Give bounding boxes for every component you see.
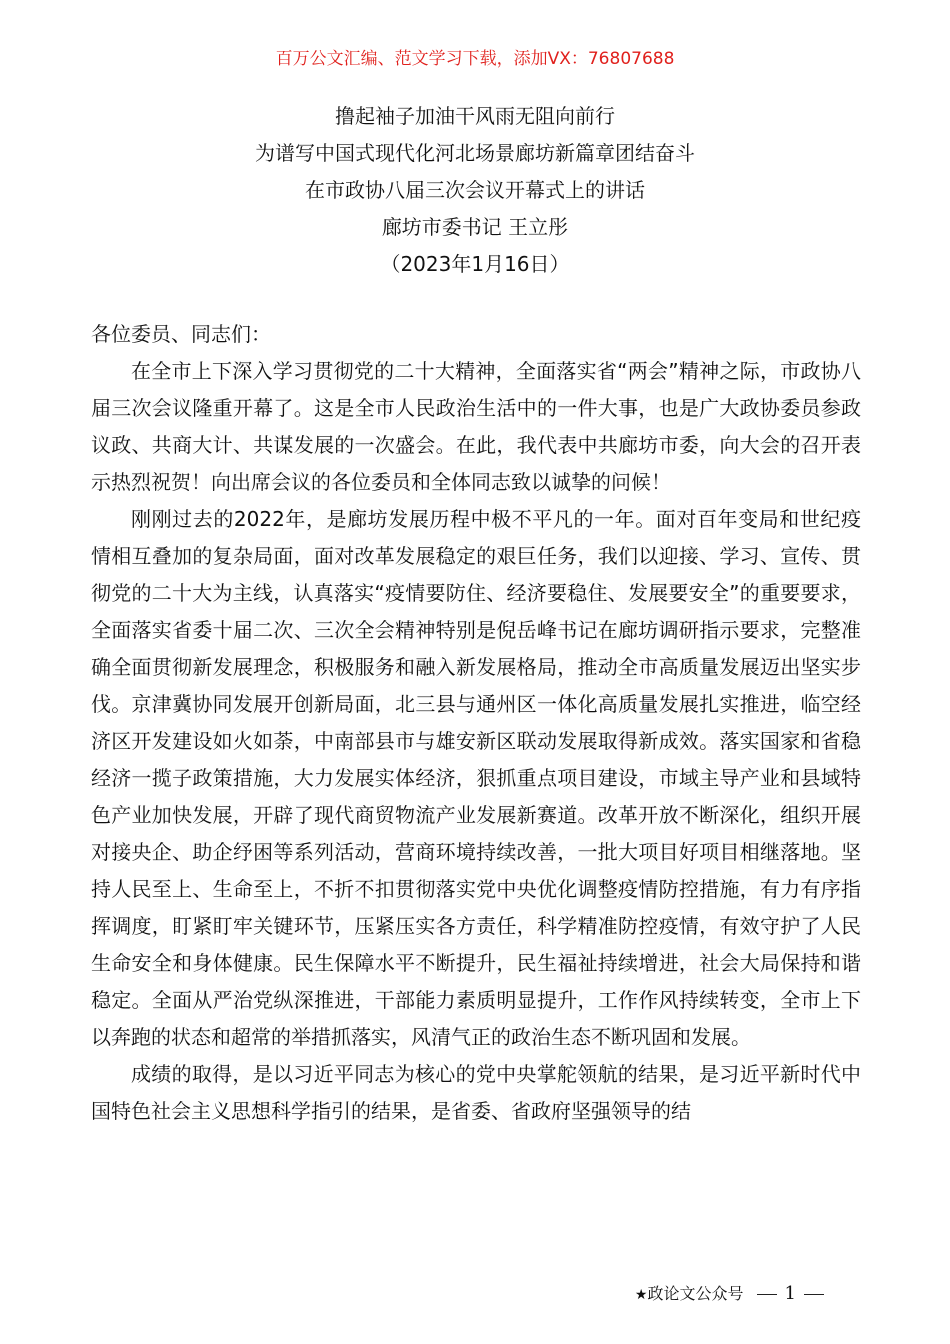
title-line-1: 撸起袖子加油干风雨无阻向前行 <box>335 104 615 128</box>
footer-source: 政论文公众号 <box>647 1284 744 1303</box>
speech-body <box>91 316 861 1130</box>
paragraph-achievements: 成绩的取得，是以习近平同志为核心的党中央掌舵领航的结果，是习近平新时代中国特色社会主义思想科学指引的结果，是省委、省政府坚强领导的结 <box>91 1062 861 1123</box>
date-line: （2023年1月16日） <box>380 252 570 276</box>
speech-heading <box>0 98 950 283</box>
page-dash-left <box>757 1294 777 1295</box>
salutation: 各位委员、同志们： <box>91 322 271 346</box>
page-footer <box>635 1282 832 1307</box>
star-icon: ★ <box>634 1287 648 1303</box>
title-line-2: 为谱写中国式现代化河北场景廊坊新篇章团结奋斗 <box>255 141 695 165</box>
author-line: 廊坊市委书记 王立彤 <box>381 215 569 239</box>
page-number: 1 <box>784 1283 796 1304</box>
paragraph-2022-review: 刚刚过去的2022年，是廊坊发展历程中极不平凡的一年。面对百年变局和世纪疫情相互叠加的复杂局面，面对改革发展稳定的艰巨任务，我们以迎接、学习、宣传、贯彻党的二十大为主线，认真落实“疫情要防住、经济要稳住、发展要安全”的重要要求，全面落实省委十届二次、三次全会精神特别是倪岳峰书记在廊坊调研指示要求，完整准确全面贯彻新发展理念，积极服务和融入新发展格局，推动全市高质量发展迈出坚实步伐。京津冀协同发展开创新局面，北三县与通州区一体化高质量发展扎实推进，临空经济区开发建设如火如荼，中南部县市与雄安新区联动发展取得新成效。落实国家和省稳经济一揽子政策措施，大力发展实体经济，狠抓重点项目建设，市域主导产业和县域特色产业加快发展，开辟了现代商贸物流产业发展新赛道。改革开放不断深化，组织开展对接央企、助企纾困等系列活动，营商环境持续改善，一批大项目好项目相继落地。坚持人民至上、生命至上，不折不扣贯彻落实党中央优化调整疫情防控措施，有力有序指挥调度，盯紧盯牢关键环节，压紧压实各方责任，科学精准防控疫情，有效守护了人民生命安全和身体健康。民生保障水平不断提升，民生福祉持续增进，社会大局保持和谐稳定。全面从严治党纵深推进，干部能力素质明显提升，工作作风持续转变，全市上下以奔跑的状态和超常的举措抓落实，风清气正的政治生态不断巩固和发展。 <box>91 507 861 1049</box>
paragraph-opening: 在全市上下深入学习贯彻党的二十大精神，全面落实省“两会”精神之际，市政协八届三次会议隆重开幕了。这是全市人民政治生活中的一件大事，也是广大政协委员参政议政、共商大计、共谋发展的一次盛会。在此，我代表中共廊坊市委，向大会的召开表示热烈祝贺！向出席会议的各位委员和全体同志致以诚挚的问候！ <box>91 359 861 494</box>
title-line-3: 在市政协八届三次会议开幕式上的讲话 <box>305 178 645 202</box>
page-dash-right <box>804 1294 824 1295</box>
download-banner: 百万公文汇编、范文学习下载，添加VX：76807688 <box>275 49 675 69</box>
